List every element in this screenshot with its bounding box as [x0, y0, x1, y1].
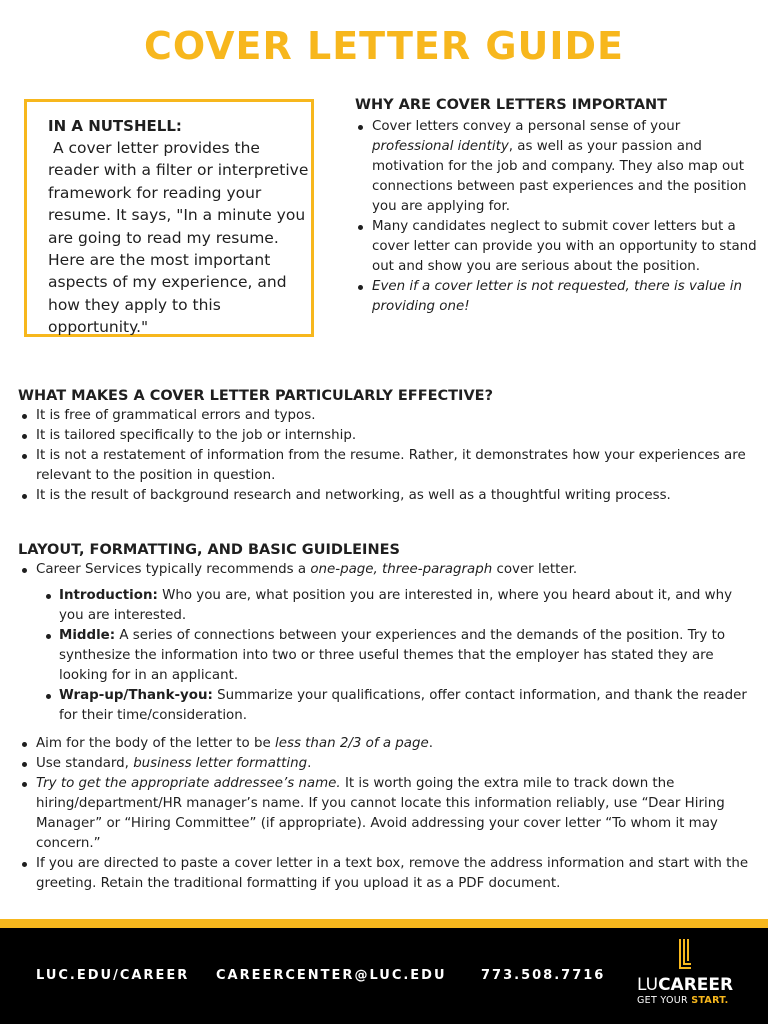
layout-section	[18, 542, 758, 894]
list-item: It is tailored specifically to the job or internship.	[18, 426, 758, 446]
nutshell-heading: IN A NUTSHELL:	[48, 117, 182, 135]
list-item: If you are directed to paste a cover letter in a text box, remove the address information and start with the greeting. Retain the traditional formatting if you upload it as a PDF document.	[18, 854, 758, 894]
list-item: Cover letters convey a personal sense of your professional identity, as well as your passion and motivation for the job and company. They also map out connections between past experiences and the position you are applying for.	[355, 117, 760, 217]
list-item-middle: Middle: A series of connections between your experiences and the demands of the position. Try to synthesize the information into two or three useful themes that the employer has stated they are looking for in an applicant.	[42, 626, 758, 686]
effective-heading: WHAT MAKES A COVER LETTER PARTICULARLY EFFECTIVE?	[18, 388, 493, 404]
list-item: Even if a cover letter is not requested, there is value in providing one!	[355, 277, 760, 317]
paragraph-structure-list	[18, 586, 758, 726]
list-item: It is the result of background research and networking, as well as a thoughtful writing process.	[18, 486, 758, 506]
list-item: It is free of grammatical errors and typos.	[18, 406, 758, 426]
list-item-wrap-up: Wrap-up/Thank-you: Summarize your qualifications, offer contact information, and thank the reader for their time/consideration.	[42, 686, 758, 726]
effective-list	[18, 406, 758, 506]
logo-tagline: GET YOUR START.	[637, 995, 729, 1006]
why-list	[355, 117, 760, 317]
list-item-introduction: Introduction: Who you are, what position you are interested in, where you heard about it, and why you are interested.	[42, 586, 758, 626]
list-item: Career Services typically recommends a one-page, three-paragraph cover letter.	[18, 560, 758, 580]
nutshell-body: A cover letter provides the reader with a filter or interpretive framework for reading your resume. It says, "In a minute you are going to read my resume. Here are the most important aspects of my experience, and how they apply to this opportunity."	[48, 139, 314, 337]
why-section	[355, 97, 760, 317]
list-item: Many candidates neglect to submit cover letters but a cover letter can provide you with an opportunity to stand out and show you are serious about the position.	[355, 217, 760, 277]
layout-heading: LAYOUT, FORMATTING, AND BASIC GUIDLEINES	[18, 542, 400, 558]
list-item: Use standard, business letter formatting.	[18, 754, 758, 774]
phone-number[interactable]: 773.508.7716	[481, 968, 606, 983]
footer-accent-bar	[0, 919, 768, 928]
email-link[interactable]: CAREERCENTER@LUC.EDU	[216, 968, 447, 983]
layout-list-continued	[18, 734, 758, 894]
list-item: It is not a restatement of information from the resume. Rather, it demonstrates how your experiences are relevant to the position in question.	[18, 446, 758, 486]
nutshell-box	[24, 99, 314, 337]
website-link[interactable]: LUC.EDU/CAREER	[36, 968, 190, 983]
list-item: Try to get the appropriate addressee’s name. It is worth going the extra mile to track down the hiring/department/HR manager’s name. If you cannot locate this information reliably, use “Dear Hiring Manager” or “Hiring Committee” (if appropriate). Avoid addressing your cover letter “To whom it may concern.”	[18, 774, 758, 854]
layout-list	[18, 560, 758, 580]
why-heading: WHY ARE COVER LETTERS IMPORTANT	[355, 97, 668, 113]
footer	[0, 928, 768, 1024]
page-title: COVER LETTER GUIDE	[143, 24, 625, 68]
lucareer-logo-icon	[679, 939, 691, 969]
lucareer-logo: LUCAREER	[637, 975, 734, 995]
effective-section	[18, 388, 758, 506]
list-item: Aim for the body of the letter to be less than 2/3 of a page.	[18, 734, 758, 754]
